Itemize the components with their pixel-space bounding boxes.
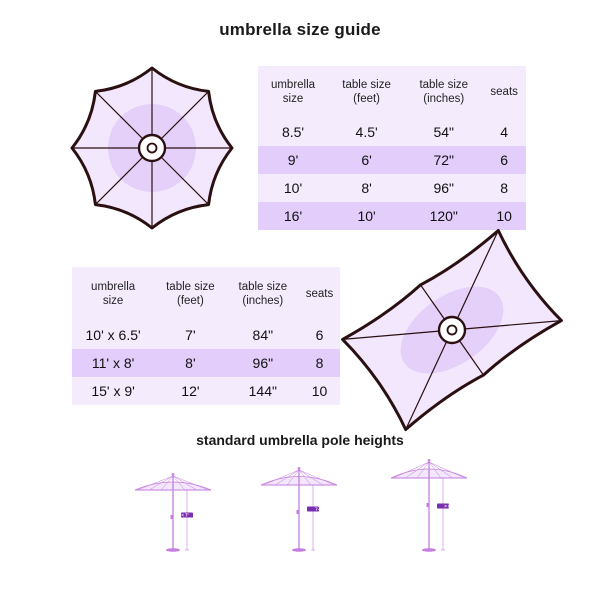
page-title: umbrella size guide	[219, 20, 381, 39]
cell-table-inches: 96"	[405, 174, 482, 202]
cell-umbrella-size: 10'	[258, 174, 328, 202]
cell-table-inches: 84"	[227, 321, 299, 349]
cell-umbrella-size: 8.5'	[258, 118, 328, 146]
header-table-size-feet: table size (feet)	[154, 267, 226, 321]
cell-seats: 10	[482, 202, 526, 230]
header-seats: seats	[299, 267, 340, 321]
rectangular-umbrella-table	[72, 267, 340, 405]
cell-seats: 10	[299, 377, 340, 405]
cell-table-inches: 120"	[405, 202, 482, 230]
patio-umbrella-side-icon	[128, 458, 218, 558]
cell-table-inches: 96"	[227, 349, 299, 377]
patio-umbrella-side-icon	[386, 458, 476, 558]
cell-table-feet: 12'	[154, 377, 226, 405]
pole-height-label: > 8'	[444, 503, 452, 509]
octagon-umbrella-top-icon	[70, 66, 234, 230]
header-seats: seats	[482, 66, 526, 118]
table-row	[258, 202, 526, 230]
pole-heights-title: standard umbrella pole heights	[196, 432, 404, 448]
cell-umbrella-size: 16'	[258, 202, 328, 230]
table-row	[72, 377, 340, 405]
cell-table-feet: 8'	[328, 174, 405, 202]
cell-umbrella-size: 15' x 9'	[72, 377, 154, 405]
table-header-row	[258, 66, 526, 118]
cell-umbrella-size: 10' x 6.5'	[72, 321, 154, 349]
table-row	[258, 118, 526, 146]
rectangle-umbrella-top-icon	[352, 240, 552, 420]
table-row	[72, 349, 340, 377]
table-row	[258, 146, 526, 174]
table-row	[72, 321, 340, 349]
cell-umbrella-size: 9'	[258, 146, 328, 174]
cell-table-feet: 4.5'	[328, 118, 405, 146]
pole-height-label: < 7'	[181, 512, 189, 518]
cell-table-feet: 7'	[154, 321, 226, 349]
header-table-size-inches: table size (inches)	[227, 267, 299, 321]
cell-table-feet: 10'	[328, 202, 405, 230]
cell-seats: 6	[482, 146, 526, 174]
cell-table-feet: 6'	[328, 146, 405, 174]
header-umbrella-size: umbrella size	[72, 267, 154, 321]
cell-seats: 6	[299, 321, 340, 349]
cell-umbrella-size: 11' x 8'	[72, 349, 154, 377]
cell-seats: 4	[482, 118, 526, 146]
pole-height-label: 7-8'	[315, 506, 323, 512]
cell-table-inches: 144"	[227, 377, 299, 405]
header-table-size-feet: table size (feet)	[328, 66, 405, 118]
cell-seats: 8	[482, 174, 526, 202]
patio-umbrella-side-icon	[256, 458, 346, 558]
table-header-row	[72, 267, 340, 321]
header-umbrella-size: umbrella size	[258, 66, 328, 118]
cell-table-inches: 72"	[405, 146, 482, 174]
table-row	[258, 174, 526, 202]
round-umbrella-table	[258, 66, 526, 230]
cell-table-feet: 8'	[154, 349, 226, 377]
cell-table-inches: 54"	[405, 118, 482, 146]
cell-seats: 8	[299, 349, 340, 377]
header-table-size-inches: table size (inches)	[405, 66, 482, 118]
